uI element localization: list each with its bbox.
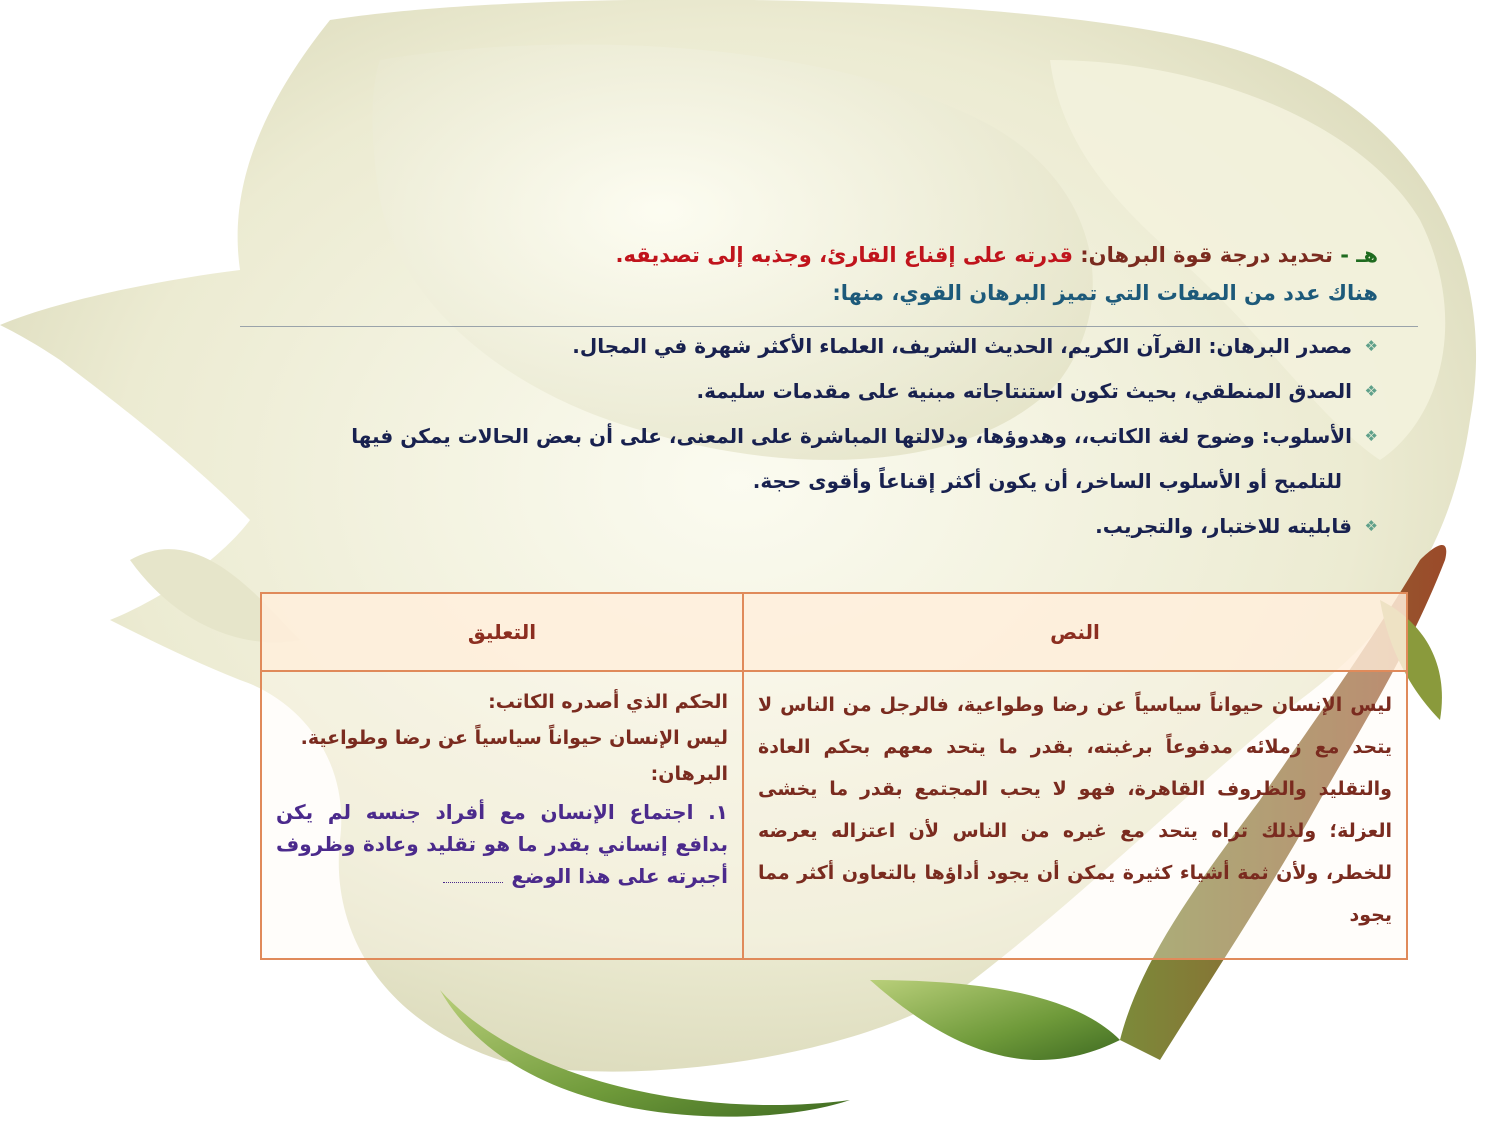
- diamond-bullet-icon: ❖: [1364, 427, 1378, 445]
- dotted-leader: [443, 882, 503, 883]
- proof-point: [276, 796, 728, 892]
- content-block: [248, 238, 1378, 549]
- list-item-continuation: للتلميح أو الأسلوب الساخر، أن يكون أكثر إقناعاً وأقوى حجة.: [752, 469, 1342, 493]
- header-comment: التعليق: [261, 593, 743, 671]
- list-item-text: مصدر البرهان: القرآن الكريم، الحديث الشريف، العلماء الأكثر شهرة في المجال.: [572, 334, 1352, 358]
- verdict-label: الحكم الذي أصدره الكاتب:: [488, 691, 728, 713]
- list-item-text: الأسلوب: وضوح لغة الكاتب،، وهدوؤها، ودلالتها المباشرة على المعنى، على أن بعض الحالات يمكن فيها: [351, 424, 1352, 448]
- comment-cell: [261, 671, 743, 959]
- table-header-row: [261, 593, 1407, 671]
- table-row: [261, 671, 1407, 959]
- list-item: [248, 324, 1378, 369]
- proof-label: البرهان:: [650, 763, 728, 785]
- analysis-table: [260, 592, 1408, 960]
- diamond-bullet-icon: ❖: [1364, 382, 1378, 400]
- passage-cell: [743, 671, 1407, 959]
- passage-text: ليس الإنسان حيواناً سياسياً عن رضا وطواعية، فالرجل من الناس لا يتحد مع زملائه مدفوعاً برغبته، بقدر ما يتحد معهم بحكم العادة والتقليد والظروف القاهرة، فهو لا يحب المجتمع بقدر ما يخشى العزلة؛ ولذلك تراه يتحد مع غيره من الناس لأن اعتزاله يعرضه للخطر، ولأن ثمة أشياء كثيرة يمكن أن يجود أداؤها بالتعاون أكثر مما يجود: [758, 694, 1392, 926]
- section-marker: هـ -: [1340, 243, 1378, 267]
- qualities-list: [248, 324, 1378, 549]
- section-label: تحديد درجة قوة البرهان:: [1080, 243, 1333, 267]
- list-item: [248, 414, 1378, 504]
- section-heading: [248, 238, 1378, 272]
- diamond-bullet-icon: ❖: [1364, 337, 1378, 355]
- header-text: النص: [743, 593, 1407, 671]
- proof-point-text: ١. اجتماع الإنسان مع أفراد جنسه لم يكن بدافع إنساني بقدر ما هو تقليد وعادة وظروف أجبرته على هذا الوضع: [276, 800, 728, 888]
- list-item: [248, 504, 1378, 549]
- section-definition: قدرته على إقناع القارئ، وجذبه إلى تصديقه.: [615, 243, 1073, 267]
- list-item: [248, 369, 1378, 414]
- diamond-bullet-icon: ❖: [1364, 517, 1378, 535]
- list-item-text: الصدق المنطقي، بحيث تكون استنتاجاته مبنية على مقدمات سليمة.: [696, 379, 1352, 403]
- intro-text: هناك عدد من الصفات التي تميز البرهان القوي، منها:: [832, 281, 1378, 305]
- verdict-text: ليس الإنسان حيواناً سياسياً عن رضا وطواعية.: [300, 727, 728, 749]
- list-item-text: قابليته للاختبار، والتجريب.: [1095, 514, 1352, 538]
